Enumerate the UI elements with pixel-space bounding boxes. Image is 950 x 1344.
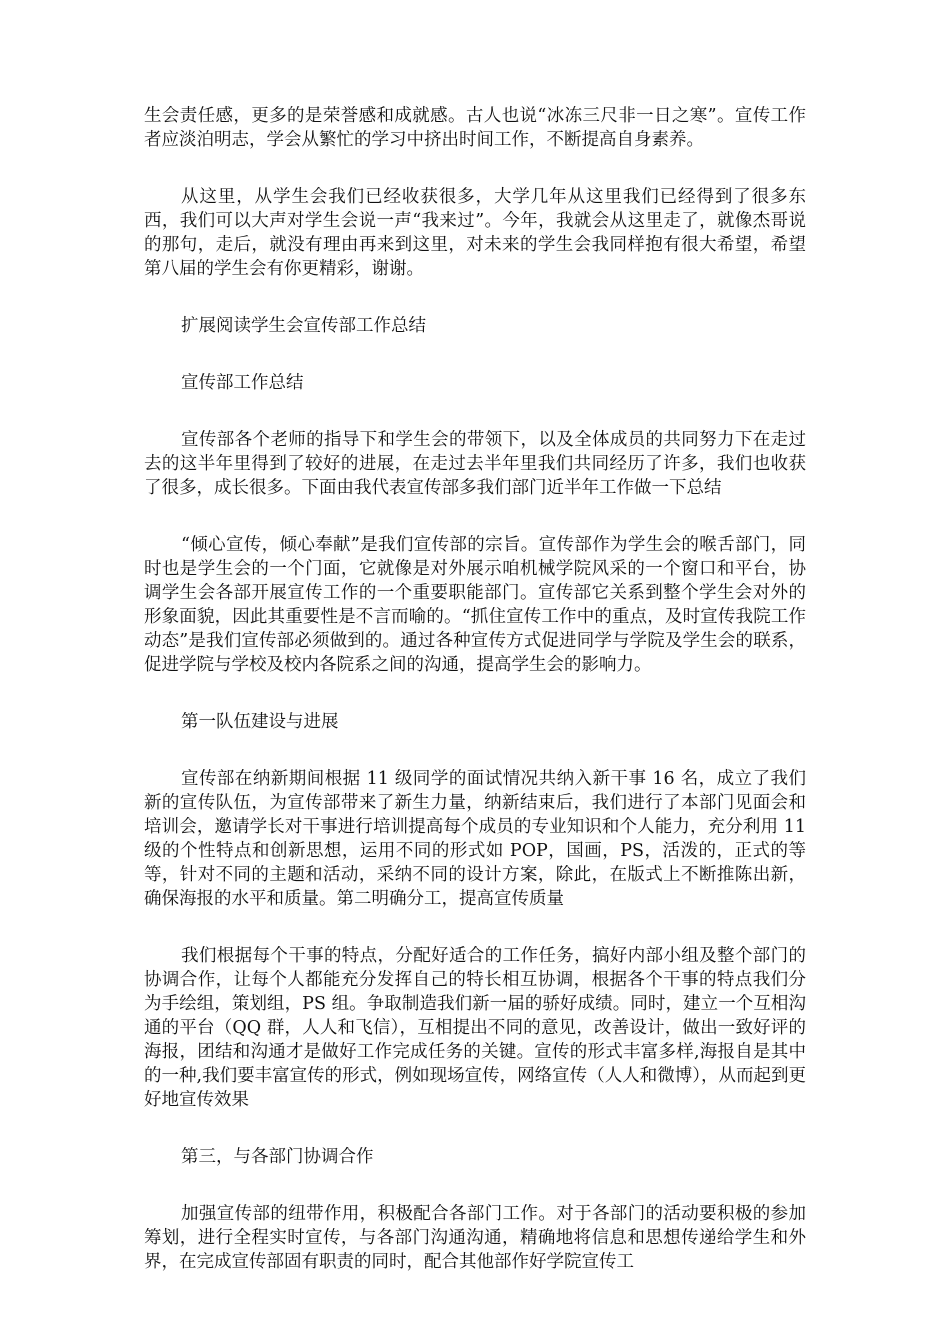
paragraph-intro-continuation: 生会责任感，更多的是荣誉感和成就感。古人也说“冰冻三尺非一日之寒”。宣传工作者应淡泊明志，学会从繁忙的学习中挤出时间工作，不断提高自身素养。 xyxy=(144,106,806,150)
heading-team-building: 第一队伍建设与进展 xyxy=(181,712,339,732)
paragraph-division-of-work: 我们根据每个干事的特点，分配好适合的工作任务，搞好内部小组及整个部门的协调合作，让每个人都能充分发挥自己的特长相互协调，根据各个干事的特点我们分为手绘组，策划组，PS 组。争取制造我们新一届的骄好成绩。同时，建立一个互相沟通的平台（QQ 群，人人和飞信），互相提出不同的意见，改善设计，做出一致好评的海报，团结和沟通才是做好工作完成任务的关键。宣传的形式丰富多样,海报自是其中的一种,我们要丰富宣传的形式，例如现场宣传，网络宣传（人人和微博），从而起到更好地宣传效果 xyxy=(144,946,806,1110)
paragraph-recruitment: 宣传部在纳新期间根据 11 级同学的面试情况共纳入新干事 16 名，成立了我们新的宣传队伍，为宣传部带来了新生力量，纳新结束后，我们进行了本部门见面会和培训会，邀请学长对干事进行培训提高每个成员的专业知识和个人能力，充分利用 11 级的个性特点和创新思想，运用不同的形式如 POP，国画，PS，活泼的，正式的等等，针对不同的主题和活动，采纳不同的设计方案，除此，在版式上不断推陈出新，确保海报的水平和质量。第二明确分工，提高宣传质量 xyxy=(144,769,806,909)
heading-work-summary: 宣传部工作总结 xyxy=(181,373,304,393)
paragraph-summary-intro: 宣传部各个老师的指导下和学生会的带领下，以及全体成员的共同努力下在走过去的这半年里得到了较好的进展，在走过去半年里我们共同经历了许多，我们也收获了很多，成长很多。下面由我代表宣传部多我们部门近半年工作做一下总结 xyxy=(144,430,806,498)
paragraph-department-mission: “倾心宣传，倾心奉献”是我们宣传部的宗旨。宣传部作为学生会的喉舌部门，同时也是学生会的一个门面，它就像是对外展示咱机械学院风采的一个窗口和平台，协调学生会各部开展宣传工作的一个重要职能部门。宣传部它关系到整个学生会对外的形象面貌，因此其重要性是不言而喻的。“抓住宣传工作中的重点，及时宣传我院工作动态”是我们宣传部必须做到的。通过各种宣传方式促进同学与学院及学生会的联系，促进学院与学校及校内各院系之间的沟通，提高学生会的影响力。 xyxy=(144,535,806,675)
heading-cooperation: 第三，与各部门协调合作 xyxy=(181,1147,374,1167)
document-page xyxy=(144,104,806,1307)
paragraph-farewell: 从这里，从学生会我们已经收获很多，大学几年从这里我们已经得到了很多东西，我们可以大声对学生会说一声“我来过”。今年，我就会从这里走了，就像杰哥说的那句，走后，就没有理由再来到这里，对未来的学生会我同样抱有很大希望，希望第八届的学生会有你更精彩，谢谢。 xyxy=(144,187,806,279)
heading-extended-reading: 扩展阅读学生会宣传部工作总结 xyxy=(181,316,426,336)
paragraph-cooperation: 加强宣传部的纽带作用，积极配合各部门工作。对于各部门的活动要积极的参加筹划，进行全程实时宣传，与各部门沟通沟通，精确地将信息和思想传递给学生和外界，在完成宣传部固有职责的同时，配合其他部作好学院宣传工 xyxy=(144,1204,806,1272)
